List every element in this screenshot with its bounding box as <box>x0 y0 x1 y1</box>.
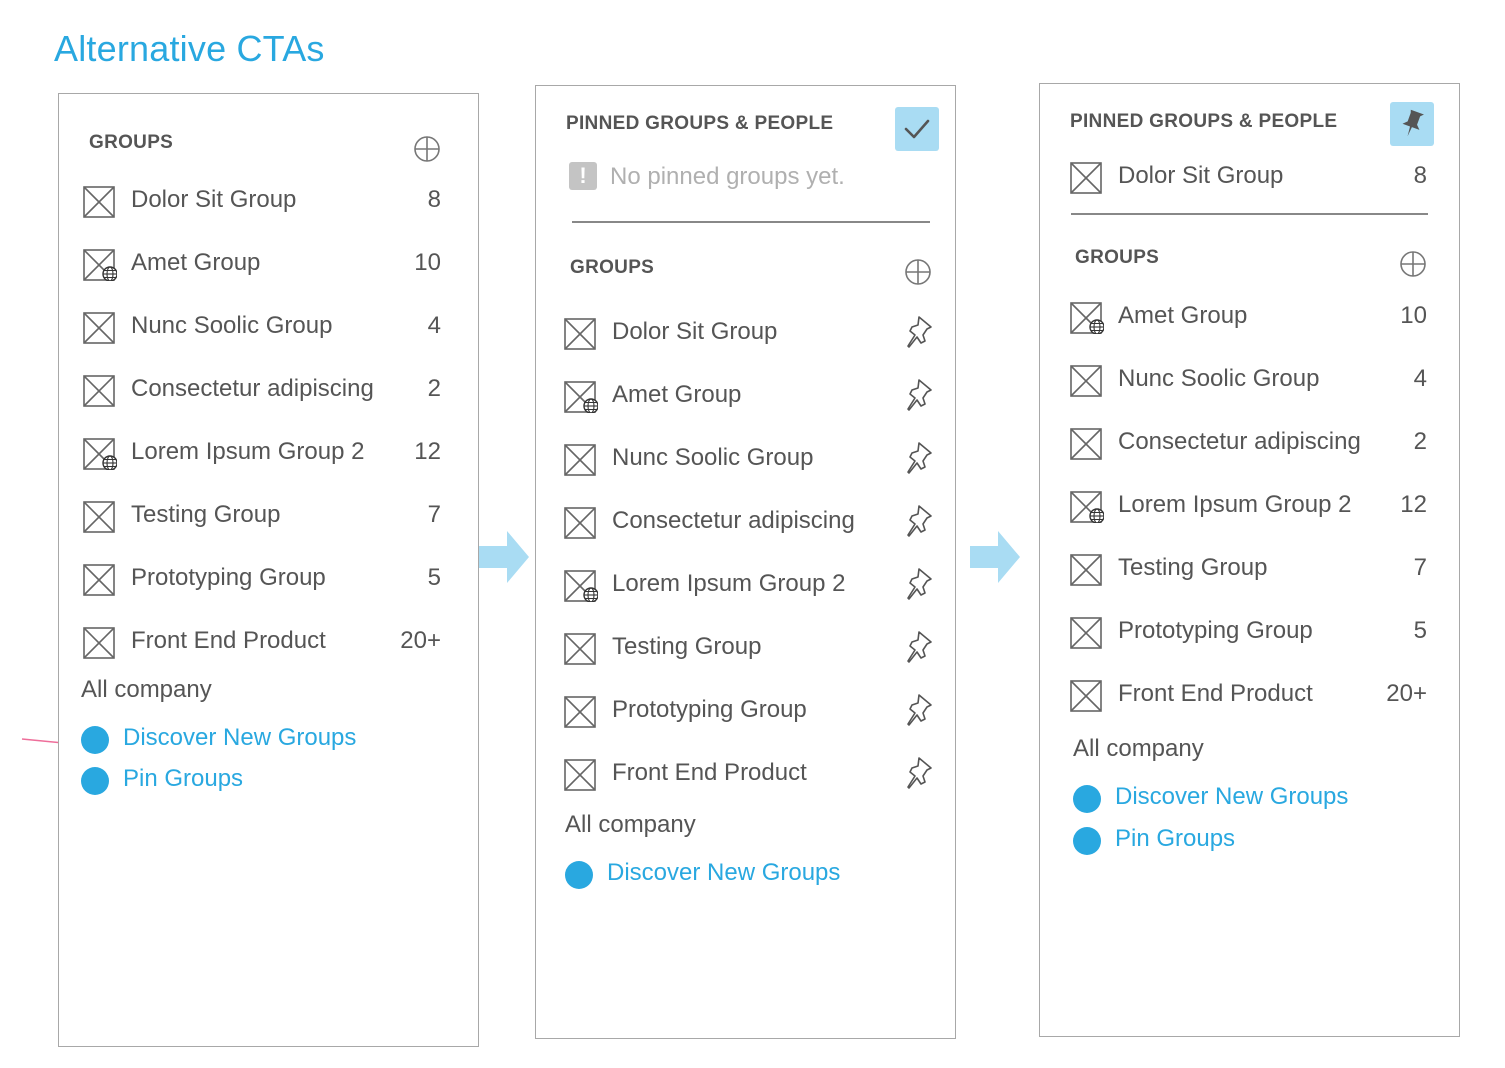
group-image-placeholder-icon <box>564 444 598 476</box>
pinned-section-title: PINNED GROUPS & PEOPLE <box>566 113 834 134</box>
discover-new-groups-label: Discover New Groups <box>1115 783 1349 810</box>
group-name: Lorem Ipsum Group 2 <box>612 570 846 597</box>
discover-new-groups-button[interactable] <box>81 724 381 754</box>
group-name: Nunc Soolic Group <box>131 312 333 339</box>
group-image-placeholder-icon <box>1070 428 1104 460</box>
all-company-link[interactable]: All company <box>565 811 696 838</box>
flow-arrow-icon <box>970 531 1020 583</box>
group-name: Consectetur adipiscing <box>131 375 374 402</box>
group-count: 4 <box>427 312 441 339</box>
group-row[interactable] <box>1070 426 1427 460</box>
pin-groups-dot-icon <box>81 767 109 795</box>
discover-new-groups-button[interactable] <box>1073 783 1373 813</box>
group-name: Dolor Sit Group <box>131 186 297 213</box>
group-image-placeholder-icon <box>1070 680 1104 712</box>
group-row <box>564 379 934 413</box>
group-name: Amet Group <box>612 381 742 408</box>
group-row[interactable] <box>1070 489 1427 523</box>
group-name: Lorem Ipsum Group 2 <box>1118 491 1352 518</box>
pin-groups-button[interactable] <box>1073 825 1273 855</box>
group-name: Prototyping Group <box>1118 617 1313 644</box>
groups-panel-pin-mode <box>535 85 956 1039</box>
group-image-placeholder-icon <box>564 318 598 350</box>
discover-dot-icon <box>1073 785 1101 813</box>
add-group-icon[interactable] <box>904 258 932 286</box>
pin-groups-dot-icon <box>1073 827 1101 855</box>
group-count: 10 <box>414 249 441 276</box>
group-row[interactable] <box>83 247 441 281</box>
group-image-placeholder-icon <box>83 375 117 407</box>
group-row[interactable] <box>83 562 441 596</box>
group-row[interactable] <box>1070 552 1427 586</box>
discover-new-groups-button[interactable] <box>565 859 865 889</box>
group-name: Prototyping Group <box>612 696 807 723</box>
groups-section-title: GROUPS <box>570 257 655 278</box>
pin-groups-label: Pin Groups <box>1115 825 1236 852</box>
group-row[interactable] <box>83 184 441 218</box>
group-name: Prototyping Group <box>131 564 326 591</box>
group-image-placeholder-globe-icon <box>564 570 598 602</box>
group-count: 4 <box>1413 365 1427 392</box>
group-name: Amet Group <box>131 249 261 276</box>
group-image-placeholder-globe-icon <box>83 249 117 281</box>
discover-dot-icon <box>81 726 109 754</box>
group-image-placeholder-icon <box>564 759 598 791</box>
pin-icon[interactable] <box>904 377 934 413</box>
group-image-placeholder-icon <box>1070 617 1104 649</box>
group-count: 2 <box>1413 428 1427 455</box>
group-image-placeholder-icon <box>1070 554 1104 586</box>
group-count: 20+ <box>400 627 441 654</box>
add-group-icon[interactable] <box>1399 250 1427 278</box>
all-company-link[interactable]: All company <box>1073 735 1204 762</box>
group-count: 12 <box>1400 491 1427 518</box>
group-image-placeholder-icon <box>1070 365 1104 397</box>
group-image-placeholder-globe-icon <box>1070 491 1104 523</box>
group-image-placeholder-icon <box>83 312 117 344</box>
group-image-placeholder-globe-icon <box>1070 302 1104 334</box>
group-name: Front End Product <box>1118 680 1313 707</box>
section-divider <box>572 221 930 223</box>
group-row[interactable] <box>83 499 441 533</box>
group-row <box>564 505 934 539</box>
group-count: 10 <box>1400 302 1427 329</box>
group-count: 5 <box>427 564 441 591</box>
group-name: Nunc Soolic Group <box>612 444 814 471</box>
group-name: Dolor Sit Group <box>612 318 778 345</box>
group-image-placeholder-icon <box>83 501 117 533</box>
pin-filled-icon <box>1390 102 1434 146</box>
pin-icon[interactable] <box>904 692 934 728</box>
group-name: Consectetur adipiscing <box>612 507 855 534</box>
pin-groups-label: Pin Groups <box>123 765 244 792</box>
groups-panel-default <box>58 93 479 1047</box>
group-image-placeholder-icon <box>83 564 117 596</box>
group-row[interactable] <box>1070 678 1427 712</box>
group-row[interactable] <box>83 436 441 470</box>
pin-icon[interactable] <box>904 629 934 665</box>
warning-icon <box>569 162 597 190</box>
group-image-placeholder-globe-icon <box>83 438 117 470</box>
add-group-icon[interactable] <box>413 135 441 163</box>
flow-arrow-icon <box>479 531 529 583</box>
group-count: 12 <box>414 438 441 465</box>
group-image-placeholder-icon <box>83 186 117 218</box>
group-count: 20+ <box>1386 680 1427 707</box>
group-row[interactable] <box>1070 363 1427 397</box>
empty-pinned-message: No pinned groups yet. <box>610 163 845 190</box>
groups-section-title: GROUPS <box>1075 247 1160 268</box>
group-row <box>564 694 934 728</box>
group-image-placeholder-icon <box>564 696 598 728</box>
group-row[interactable] <box>83 625 441 659</box>
group-name: Front End Product <box>612 759 807 786</box>
pin-groups-button[interactable] <box>81 765 281 795</box>
pin-icon[interactable] <box>904 440 934 476</box>
group-name: Nunc Soolic Group <box>1118 365 1320 392</box>
group-row[interactable] <box>1070 615 1427 649</box>
pin-mode-button[interactable] <box>1390 102 1434 146</box>
group-row[interactable] <box>83 310 441 344</box>
group-image-placeholder-icon <box>83 627 117 659</box>
group-count: 8 <box>427 186 441 213</box>
group-image-placeholder-globe-icon <box>564 381 598 413</box>
discover-dot-icon <box>565 861 593 889</box>
page-title: Alternative CTAs <box>54 28 325 69</box>
group-name: Testing Group <box>131 501 281 528</box>
discover-new-groups-label: Discover New Groups <box>607 859 841 886</box>
group-row <box>564 442 934 476</box>
done-pinning-button[interactable] <box>895 107 939 151</box>
group-count: 7 <box>427 501 441 528</box>
group-row <box>564 316 934 350</box>
pin-icon[interactable] <box>904 755 934 791</box>
group-count: 5 <box>1413 617 1427 644</box>
discover-new-groups-label: Discover New Groups <box>123 724 357 751</box>
group-row <box>564 568 934 602</box>
groups-panel-pinned <box>1039 83 1460 1037</box>
groups-section-title: GROUPS <box>89 132 174 153</box>
group-image-placeholder-icon <box>564 633 598 665</box>
group-name: Lorem Ipsum Group 2 <box>131 438 365 465</box>
group-name: Dolor Sit Group <box>1118 162 1284 189</box>
section-divider <box>1071 213 1428 215</box>
group-name: Consectetur adipiscing <box>1118 428 1361 455</box>
pinned-section-title: PINNED GROUPS & PEOPLE <box>1070 111 1338 132</box>
pin-icon[interactable] <box>904 566 934 602</box>
group-name: Front End Product <box>131 627 326 654</box>
group-row[interactable] <box>1070 300 1427 334</box>
pin-icon[interactable] <box>904 503 934 539</box>
group-count: 8 <box>1413 162 1427 189</box>
group-row <box>564 757 934 791</box>
group-name: Amet Group <box>1118 302 1248 329</box>
group-image-placeholder-icon <box>1070 162 1104 194</box>
group-row[interactable] <box>83 373 441 407</box>
pin-icon[interactable] <box>904 314 934 350</box>
group-count: 7 <box>1413 554 1427 581</box>
group-image-placeholder-icon <box>564 507 598 539</box>
pinned-group-row[interactable] <box>1070 160 1427 194</box>
group-count: 2 <box>427 375 441 402</box>
group-name: Testing Group <box>1118 554 1268 581</box>
all-company-link[interactable]: All company <box>81 676 212 703</box>
checkmark-icon <box>895 107 939 151</box>
group-name: Testing Group <box>612 633 762 660</box>
group-row <box>564 631 934 665</box>
